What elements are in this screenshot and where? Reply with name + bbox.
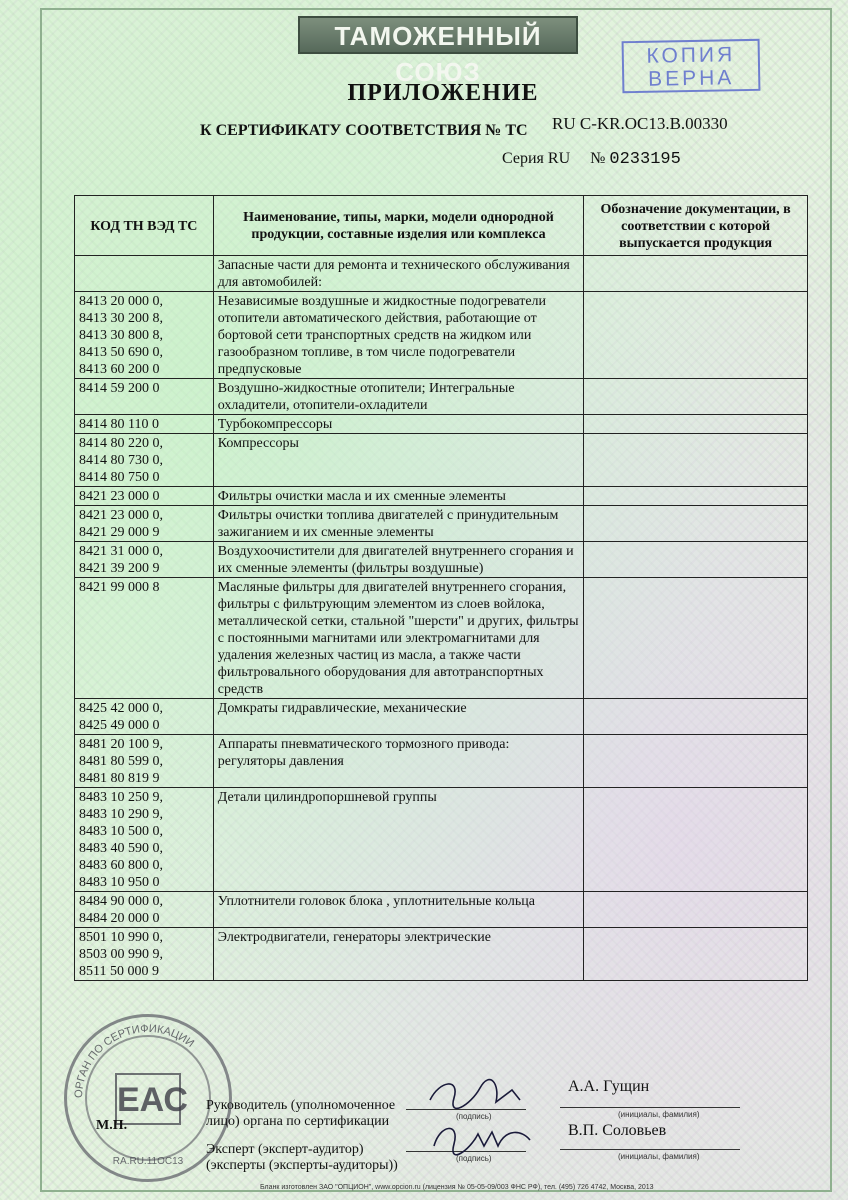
row-doc-cell	[584, 542, 808, 578]
table-row	[75, 699, 808, 735]
row-code-cell: 8483 10 250 9, 8483 10 290 9, 8483 10 500 0, 8483 40 590 0, 8483 60 800 0, 8483 10 950 0	[75, 788, 214, 892]
certificate-label: К СЕРТИФИКАТУ СООТВЕТСТВИЯ № ТС	[200, 122, 528, 139]
row-name-cell: Аппараты пневматического тормозного привода: регуляторы давления	[213, 735, 583, 788]
row-name-cell: Независимые воздушные и жидкостные подогреватели отопители автоматического действия, работающие от бортовой сети транспортных средств на жидком или газообразном топливе, в том числе подогреватели предпусковые	[213, 292, 583, 379]
row-doc-cell	[584, 487, 808, 506]
row-name-cell: Фильтры очистки масла и их сменные элементы	[213, 487, 583, 506]
expert-initials-caption: (инициалы, фамилия)	[618, 1152, 700, 1161]
row-name-cell: Воздушно-жидкостные отопители; Интегральные охладители, отопители-охладители	[213, 379, 583, 415]
page-title: ПРИЛОЖЕНИЕ	[347, 80, 539, 106]
row-code-cell: 8421 23 000 0, 8421 29 000 9	[75, 506, 214, 542]
series-line	[502, 150, 681, 169]
seal-eac-mark: ЕАС	[115, 1073, 181, 1125]
row-code-cell: 8421 99 000 8	[75, 578, 214, 699]
row-code-cell: 8414 59 200 0	[75, 379, 214, 415]
head-signature-caption: (подпись)	[456, 1112, 492, 1121]
number-value: 0233195	[609, 150, 681, 169]
table-row	[75, 735, 808, 788]
row-name-cell: Запасные части для ремонта и технического обслуживания для автомобилей:	[213, 256, 583, 292]
row-name-cell: Домкраты гидравлические, механические	[213, 699, 583, 735]
row-code-cell: 8484 90 000 0, 8484 20 000 0	[75, 892, 214, 928]
row-name-cell: Электродвигатели, генераторы электрические	[213, 928, 583, 981]
row-code-cell: 8414 80 220 0, 8414 80 730 0, 8414 80 750 0	[75, 434, 214, 487]
table-row	[75, 434, 808, 487]
row-name-cell: Детали цилиндропоршневой группы	[213, 788, 583, 892]
head-initials-caption: (инициалы, фамилия)	[618, 1110, 700, 1119]
header-name: Наименование, типы, марки, модели однородной продукции, составные изделия или комплекса	[213, 196, 583, 256]
row-doc-cell	[584, 892, 808, 928]
table-row	[75, 292, 808, 379]
row-doc-cell	[584, 928, 808, 981]
number-label: №	[590, 150, 606, 167]
row-doc-cell	[584, 578, 808, 699]
head-name-line	[560, 1106, 740, 1108]
table-row	[75, 487, 808, 506]
row-name-cell: Фильтры очистки топлива двигателей с принудительным зажиганием и их сменные элементы	[213, 506, 583, 542]
customs-union-banner: ТАМОЖЕННЫЙ СОЮЗ	[298, 16, 578, 54]
row-doc-cell	[584, 379, 808, 415]
head-label: Руководитель (уполномоченное лицо) органа по сертификации	[206, 1098, 396, 1129]
expert-signature	[426, 1118, 536, 1156]
row-code-cell: 8421 23 000 0	[75, 487, 214, 506]
row-name-cell: Масляные фильтры для двигателей внутреннего сгорания, фильтры с фильтрующим элементом из слоев войлока, металлической сетки, стальной "шерсти" и других, фильтры с постоянными магнитами или электромагнитами для удаления железных частиц из масла, а также части фильтровального оборудования для автотранспортных средств	[213, 578, 583, 699]
expert-name-line	[560, 1148, 740, 1150]
row-doc-cell	[584, 699, 808, 735]
series-label: Серия	[502, 150, 544, 167]
svg-text:RA.RU.11OC13: RA.RU.11OC13	[112, 1156, 184, 1167]
row-code-cell: 8414 80 110 0	[75, 415, 214, 434]
stamp-line-2: ВЕРНА	[647, 66, 735, 91]
row-doc-cell	[584, 735, 808, 788]
blank-printer-footer: Бланк изготовлен ЗАО "ОПЦИОН", www.opcion.ru (лицензия № 05-05-09/003 ФНС РФ), тел. (495) 726 4742, Москва, 2013	[260, 1184, 654, 1191]
row-doc-cell	[584, 415, 808, 434]
table-row	[75, 928, 808, 981]
svg-text:ОРГАН ПО СЕРТИФИКАЦИИ: ОРГАН ПО СЕРТИФИКАЦИИ	[72, 1022, 197, 1099]
series-value: RU	[547, 150, 571, 167]
header-doc: Обозначение документации, в соответствии с которой выпускается продукция	[584, 196, 808, 256]
row-name-cell: Турбокомпрессоры	[213, 415, 583, 434]
table-row	[75, 578, 808, 699]
head-name: А.А. Гущин	[568, 1078, 650, 1095]
products-table	[74, 195, 808, 981]
row-name-cell: Воздухоочистители для двигателей внутреннего сгорания и их сменные элементы (фильтры воздушные)	[213, 542, 583, 578]
table-row	[75, 415, 808, 434]
header-code: КОД ТН ВЭД ТС	[75, 196, 214, 256]
expert-label: Эксперт (эксперт-аудитор) (эксперты (эксперты-аудиторы))	[206, 1142, 398, 1173]
table-row	[75, 506, 808, 542]
seal-place-label: М.П.	[96, 1118, 128, 1133]
row-name-cell: Компрессоры	[213, 434, 583, 487]
row-code-cell	[75, 256, 214, 292]
row-code-cell: 8481 20 100 9, 8481 80 599 0, 8481 80 819 9	[75, 735, 214, 788]
certificate-number: RU C-KR.OC13.B.00330	[552, 114, 728, 133]
stamp-line-1: КОПИЯ	[646, 43, 736, 68]
row-code-cell: 8413 20 000 0, 8413 30 200 8, 8413 30 800 8, 8413 50 690 0, 8413 60 200 0	[75, 292, 214, 379]
row-doc-cell	[584, 506, 808, 542]
row-code-cell: 8501 10 990 0, 8503 00 990 9, 8511 50 000 9	[75, 928, 214, 981]
head-signature	[420, 1076, 530, 1114]
table-row	[75, 542, 808, 578]
expert-name: В.П. Соловьев	[568, 1122, 667, 1139]
expert-signature-caption: (подпись)	[456, 1154, 492, 1163]
table-row	[75, 892, 808, 928]
row-doc-cell	[584, 292, 808, 379]
table-row	[75, 788, 808, 892]
row-code-cell: 8421 31 000 0, 8421 39 200 9	[75, 542, 214, 578]
row-doc-cell	[584, 788, 808, 892]
table-row	[75, 256, 808, 292]
row-code-cell: 8425 42 000 0, 8425 49 000 0	[75, 699, 214, 735]
row-doc-cell	[584, 434, 808, 487]
row-doc-cell	[584, 256, 808, 292]
row-name-cell: Уплотнители головок блока , уплотнительные кольца	[213, 892, 583, 928]
table-row	[75, 379, 808, 415]
